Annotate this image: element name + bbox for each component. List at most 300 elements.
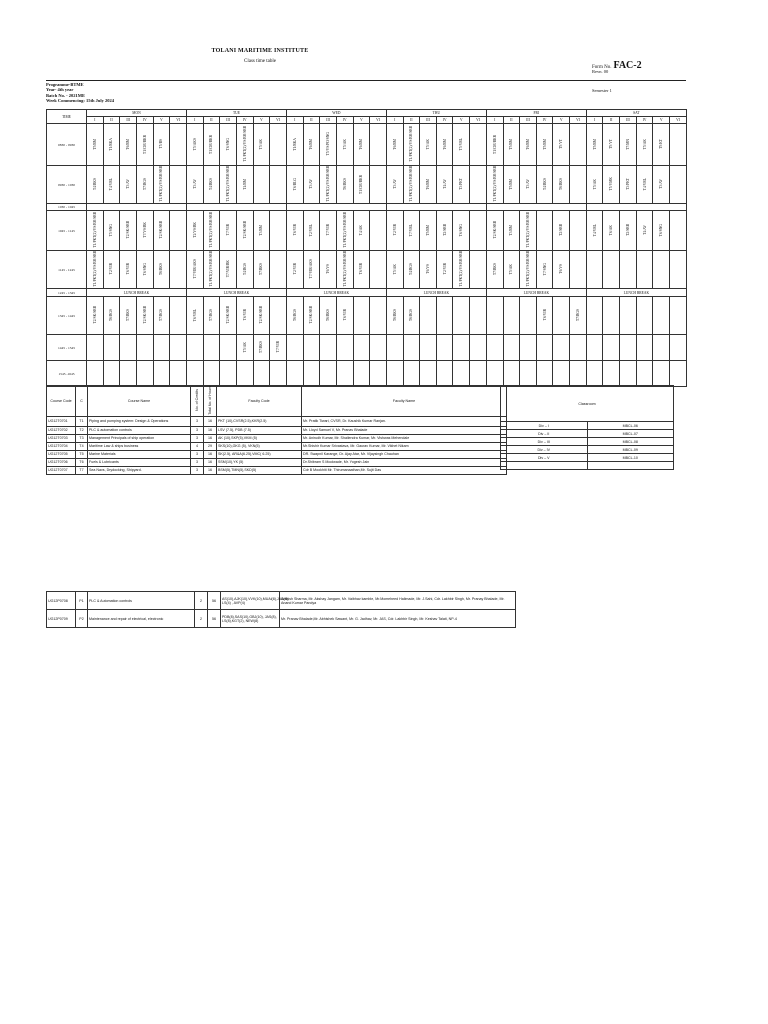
course-c: T5 — [76, 450, 88, 458]
timetable-cell — [153, 124, 170, 166]
session-label: T6/BM — [126, 138, 131, 150]
break-cell — [486, 204, 586, 211]
timetable-cell — [420, 361, 437, 387]
timetable-cell — [403, 166, 420, 204]
session-label: T4/VRL — [109, 177, 114, 191]
practical-row — [47, 592, 516, 610]
timetable-cell — [653, 124, 670, 166]
col-course-code: Course Code — [47, 386, 76, 417]
session-label: T2/SK/SRB — [226, 306, 231, 324]
division-header: IV — [636, 117, 653, 124]
session-label: T6/BM — [309, 138, 314, 150]
timetable-cell — [303, 166, 320, 204]
course-faculty-name: Mr.Shishir Kumar Srivastava, Mr. Gaurav Kumar, Mr. Vikhet Nikam — [302, 442, 507, 450]
session-label: T2/SRB — [442, 224, 447, 236]
session-label: T7/BGS — [575, 309, 580, 321]
timetable-cell — [586, 211, 603, 251]
timetable-cell — [536, 297, 553, 335]
timetable-cell — [170, 166, 187, 204]
break-cell — [386, 204, 486, 211]
session-label: T4/BGS — [409, 263, 414, 275]
session-label: T6/VIR — [242, 309, 247, 321]
timetable-cell — [570, 297, 587, 335]
timetable-cell — [403, 124, 420, 166]
timetable-cell — [520, 124, 537, 166]
timetable-cell — [353, 211, 370, 251]
timetable-cell — [636, 297, 653, 335]
week-commencing: Week Commencing: 15th July 2024 — [46, 98, 114, 104]
timetable-cell — [103, 335, 120, 361]
practical-hours: 56 — [208, 592, 221, 610]
timetable-cell — [203, 211, 220, 251]
timetable-cell — [103, 297, 120, 335]
session-label: T1/PKT(2)/VS/BH/SRB — [409, 126, 414, 162]
form-number-label: Form No. — [592, 65, 612, 70]
course-name: Piping and pumping system: Design & Operations — [88, 416, 191, 426]
timetable-cell — [203, 297, 220, 335]
room: MBCL-09 — [587, 446, 674, 454]
session-label: T6/BM — [359, 138, 364, 150]
course-c: T3 — [76, 434, 88, 442]
classroom-row — [501, 446, 674, 454]
timetable-cell — [420, 251, 437, 289]
session-label: T6/SNG — [142, 262, 147, 276]
division-header: II — [403, 117, 420, 124]
session-label: T1/PKT(2)/VS/BH/SRB — [92, 251, 97, 287]
session-label: T5/BM — [509, 138, 514, 150]
session-label: T7/MN — [625, 138, 630, 150]
session-label: T7/BGS — [159, 309, 164, 321]
timetable-cell — [203, 335, 220, 361]
session-label: T5/VMK — [609, 177, 614, 191]
timetable-cell — [253, 335, 270, 361]
session-label: T5/VT — [609, 139, 614, 149]
session-label: T6/VS — [426, 264, 430, 274]
session-label: T4/BGS — [242, 263, 247, 275]
session-label: T6/SNG — [459, 223, 464, 237]
timetable-cell — [553, 166, 570, 204]
session-label: T4/AK — [359, 224, 364, 236]
course-credits: 3 — [191, 458, 204, 466]
timetable-cell — [536, 211, 553, 251]
course-name: Maritime Law & ships business — [88, 442, 191, 450]
session-label: T5/AKS — [192, 137, 197, 151]
session-label: T7/VIR — [276, 341, 281, 353]
session-label: T2/VRL — [309, 223, 314, 237]
timetable-cell — [470, 297, 487, 335]
timetable-cell — [120, 297, 137, 335]
timetable-cell — [153, 335, 170, 361]
session-label: T6/BGS — [109, 309, 114, 321]
timetable-cell — [486, 166, 503, 204]
division: Div – II — [501, 430, 588, 438]
timetable-cell — [453, 251, 470, 289]
course-faculty-name: Mr. Lloyd Samuel V, Mr. Pranav Bhalade — [302, 426, 507, 434]
session-label: T2/VIR — [442, 263, 447, 275]
course-c: T2 — [76, 426, 88, 434]
timetable-cell — [153, 361, 170, 387]
timetable-cell — [670, 335, 687, 361]
timetable-cell — [370, 211, 387, 251]
timetable-cell — [453, 166, 470, 204]
division-header: III — [320, 117, 337, 124]
day-header: WED — [286, 110, 386, 117]
session-label: T5/VRL — [459, 137, 464, 151]
timetable-cell — [87, 166, 104, 204]
timetable-cell — [203, 124, 220, 166]
day-header: FRI — [486, 110, 586, 117]
session-label: T5/AK — [592, 178, 597, 190]
division-header: V — [353, 117, 370, 124]
course-code: UG12T0704 — [47, 442, 76, 450]
timetable-cell — [253, 251, 270, 289]
timetable-cell — [253, 361, 270, 387]
timetable-cell — [370, 251, 387, 289]
timetable-cell — [120, 124, 137, 166]
division: Div – IV — [501, 446, 588, 454]
timetable-cell — [103, 124, 120, 166]
timetable-cell — [186, 297, 203, 335]
timetable-cell — [503, 166, 520, 204]
timetable-cell — [620, 251, 637, 289]
timetable-cell — [436, 297, 453, 335]
session-label: T5/AK — [392, 263, 397, 275]
timetable-cell — [386, 297, 403, 335]
timetable-cell — [653, 211, 670, 251]
timetable-cell — [186, 166, 203, 204]
session-label: T4/VRL — [592, 223, 597, 237]
timetable-cell — [186, 124, 203, 166]
timetable-cell — [353, 297, 370, 335]
session-label: T4/BKS — [92, 178, 97, 190]
timetable-cell — [220, 211, 237, 251]
timetable-cell — [320, 335, 337, 361]
timetable-cell — [420, 166, 437, 204]
timetable-cell — [236, 211, 253, 251]
timetable-cell — [286, 211, 303, 251]
timetable-cell — [136, 335, 153, 361]
timetable-cell — [403, 211, 420, 251]
session-label: T7/VRL — [409, 223, 414, 237]
col-course-name: Course Name — [88, 386, 191, 417]
division-header: III — [620, 117, 637, 124]
session-label: T6/VS — [326, 264, 331, 274]
course-code: UG12T0706 — [47, 458, 76, 466]
timetable-cell — [653, 297, 670, 335]
session-label: T5/BM — [542, 138, 547, 150]
timeslot-row — [47, 124, 687, 166]
timetable-cell — [120, 211, 137, 251]
timetable-cell — [420, 297, 437, 335]
timetable-cell — [336, 251, 353, 289]
timetable — [46, 109, 687, 387]
timetable-cell — [87, 211, 104, 251]
session-label: T6/VIR — [342, 309, 347, 321]
session-label: T7/VIR — [226, 224, 231, 236]
classroom-row — [501, 438, 674, 446]
timetable-cell — [220, 361, 237, 387]
timetable-cell — [620, 335, 637, 361]
programme-info — [46, 82, 114, 104]
timetable-cell — [570, 124, 587, 166]
room — [587, 462, 674, 470]
session-label: T2/SK/SRB — [492, 221, 497, 239]
session-label: T6/VIR — [292, 224, 297, 236]
timeslot-row — [47, 297, 687, 335]
course-faculty-code: SK(2.5), AR&A(6.25),VMC( 6.25) — [217, 450, 302, 458]
session-label: T5/AK — [242, 341, 247, 353]
timetable-cell — [320, 251, 337, 289]
timetable-cell — [220, 124, 237, 166]
room: MBCL-08 — [587, 438, 674, 446]
timetable-cell — [320, 211, 337, 251]
timetable-cell — [386, 361, 403, 387]
timetable-cell — [603, 166, 620, 204]
session-label: T1/CM/BKR — [492, 134, 497, 154]
timetable-cell — [470, 211, 487, 251]
col-c: C — [76, 386, 88, 417]
timetable-cell — [370, 124, 387, 166]
timetable-cell — [420, 211, 437, 251]
timetable-cell — [136, 297, 153, 335]
timetable-cell — [453, 124, 470, 166]
timetable-cell — [136, 251, 153, 289]
timetable-cell — [403, 335, 420, 361]
session-label: T5/AK — [342, 138, 347, 150]
division-header: VI — [670, 117, 687, 124]
division-header: I — [586, 117, 603, 124]
timetable-cell — [353, 124, 370, 166]
timetable-cell — [586, 297, 603, 335]
course-faculty-code: PKT (10),CVSR(2.5),KKR(2.5) — [217, 416, 302, 426]
course-c: T7 — [76, 466, 88, 474]
timetable-cell — [470, 251, 487, 289]
session-label: T6/SNG — [226, 137, 231, 151]
session-label: T2/SRB — [625, 224, 630, 236]
timetable-cell — [370, 166, 387, 204]
division-header: III — [420, 117, 437, 124]
session-label: T5/AK — [509, 263, 514, 275]
course-name: PLC & automation controls — [88, 426, 191, 434]
classroom-row — [501, 422, 674, 430]
timetable-cell — [153, 211, 170, 251]
course-name: Marine Materials — [88, 450, 191, 458]
session-label: T6/BKS — [392, 309, 397, 321]
timetable-cell — [320, 361, 337, 387]
division-header: V — [153, 117, 170, 124]
session-label: T6/VIR — [126, 263, 131, 275]
course-hours: 16 — [204, 426, 217, 434]
session-label: T7/VIR/AKS — [192, 259, 197, 279]
session-label: T6/VIR — [542, 309, 547, 321]
timetable-cell — [386, 251, 403, 289]
session-label: T6/VIR — [359, 263, 364, 275]
timetable-cell — [503, 361, 520, 387]
time-slot: 0830 - 0930 — [47, 124, 87, 166]
timetable-cell — [670, 297, 687, 335]
room: MBCL-06 — [587, 422, 674, 430]
timetable-cell — [470, 166, 487, 204]
timetable-cell — [153, 251, 170, 289]
practical-faculty-name: Ambish Sharma, Mr. Akshay Jangam, Mr. Vaibhav kamble, Mr.Momeheed Halimade, Mr. J.Sahi, Cdr. Lakhbir Singh, Mr. Pranay Bhalade, Mr. Anand Kumar Pandya — [280, 592, 516, 610]
session-label: T2/SK/SRB — [259, 306, 264, 324]
timetable-cell — [420, 335, 437, 361]
course-code: UG12T0707 — [47, 466, 76, 474]
timetable-cell — [220, 297, 237, 335]
course-faculty-code: SKS(10),GKG (5), VKN(5) — [217, 442, 302, 450]
timetable-cell — [136, 211, 153, 251]
session-label: T4/BM — [242, 178, 247, 190]
timetable-cell — [170, 211, 187, 251]
timetable-cell — [553, 211, 570, 251]
institute-title: TOLANI MARITIME INSTITUTE — [211, 48, 309, 54]
timetable-cell — [636, 335, 653, 361]
session-label: T6/BKS — [326, 309, 331, 321]
practical-faculty-code: PDB(8),SAS(10),GBJ(10), JAS(8), LS(8),KGT(2), NEW(8) — [221, 610, 280, 628]
course-name: Management Principals of ship operation — [88, 434, 191, 442]
session-label: T5/VT — [559, 139, 564, 149]
day-header: MON — [87, 110, 187, 117]
division: Div – V — [501, 454, 588, 462]
timetable-cell — [286, 335, 303, 361]
timetable-cell — [336, 335, 353, 361]
division-header: I — [486, 117, 503, 124]
course-code: UG12T0701 — [47, 416, 76, 426]
timetable-cell — [436, 124, 453, 166]
course-faculty-code: BSM(5),TMN(5),SKD(5) — [217, 466, 302, 474]
time-slot: 1445 - 1545 — [47, 335, 87, 361]
timetable-cell — [570, 251, 587, 289]
division-header: III — [120, 117, 137, 124]
time-slot: 0930 - 1030 — [47, 166, 87, 204]
course-hours: 16 — [204, 466, 217, 474]
practical-credits: 2 — [195, 592, 208, 610]
practical-credits: 2 — [195, 610, 208, 628]
timetable-cell — [353, 251, 370, 289]
session-label: T6/BGS — [409, 309, 414, 321]
col-faculty-name: Faculty Name — [302, 386, 507, 417]
session-label: T2/VIR — [292, 263, 297, 275]
timetable-cell — [236, 251, 253, 289]
timetable-cell — [286, 166, 303, 204]
timetable-cell — [236, 297, 253, 335]
session-label: T1/PKT(2)/VS/BH/SRB — [492, 166, 497, 202]
division-header: II — [103, 117, 120, 124]
timetable-cell — [120, 361, 137, 387]
course-credits: 4 — [191, 442, 204, 450]
timetable-cell — [353, 166, 370, 204]
timetable-cell — [336, 297, 353, 335]
classroom-row-empty — [501, 462, 674, 470]
timetable-cell — [336, 211, 353, 251]
timetable-cell — [503, 211, 520, 251]
timetable-cell — [336, 361, 353, 387]
session-label: T7/BKS — [126, 309, 131, 321]
timetable-cell — [103, 251, 120, 289]
timetable-cell — [570, 361, 587, 387]
lunch-break: LUNCH BREAK — [286, 289, 386, 297]
col-credits: No. of Credits — [191, 386, 204, 417]
session-label: T6/BM — [525, 138, 530, 150]
division-header: I — [186, 117, 203, 124]
timetable-cell — [520, 251, 537, 289]
timetable-cell — [186, 361, 203, 387]
room: MBCL-07 — [587, 430, 674, 438]
timetable-cell — [87, 297, 104, 335]
session-label: T5/BM — [592, 138, 597, 150]
timetable-cell — [420, 124, 437, 166]
course-credits: 3 — [191, 416, 204, 426]
timetable-cell — [653, 251, 670, 289]
division-header: II — [303, 117, 320, 124]
course-credits: 3 — [191, 434, 204, 442]
session-label: T3/PKT — [625, 178, 630, 190]
session-label: T3/AV — [525, 179, 530, 189]
timetable-cell — [286, 124, 303, 166]
timetable-cell — [670, 124, 687, 166]
timetable-cell — [486, 335, 503, 361]
timetable-cell — [586, 361, 603, 387]
course-credits: 3 — [191, 466, 204, 474]
session-label: T7/SNG — [542, 262, 547, 276]
timetable-cell — [653, 335, 670, 361]
session-label: T3/AV — [192, 179, 197, 189]
timetable-cell — [620, 166, 637, 204]
timetable-cell — [186, 211, 203, 251]
course-credits: 3 — [191, 426, 204, 434]
course-row — [47, 426, 507, 434]
timetable-cell — [486, 297, 503, 335]
timetable-cell — [536, 124, 553, 166]
division-header: VI — [270, 117, 287, 124]
session-label: T1/PKT(2)/VS/BH/SRB — [342, 251, 347, 287]
year: Year- 4th year — [46, 87, 74, 93]
timetable-cell — [236, 124, 253, 166]
timetable-cell — [270, 166, 287, 204]
division-header: II — [503, 117, 520, 124]
session-label: T1/PKT(2)/VS/BH/SRB — [326, 166, 331, 202]
timetable-cell — [670, 211, 687, 251]
timeslot-row — [47, 204, 687, 211]
session-label: T1/PKT(2)/VS/BH/SRB — [409, 166, 414, 202]
timetable-cell — [670, 251, 687, 289]
timetable-cell — [270, 361, 287, 387]
session-label: T2/SK/SRB — [309, 306, 314, 324]
session-label: T5/BM — [426, 224, 430, 236]
timetable-cell — [636, 124, 653, 166]
break-cell — [586, 204, 686, 211]
timetable-cell — [453, 297, 470, 335]
timetable-cell — [153, 166, 170, 204]
timetable-cell — [186, 335, 203, 361]
break-cell — [286, 204, 386, 211]
session-label: T3/AV — [126, 179, 131, 189]
timetable-cell — [136, 124, 153, 166]
session-label: T2/SK/SRB — [126, 221, 131, 239]
batch: Batch No. - 2021ME — [46, 92, 85, 98]
timetable-cell — [453, 211, 470, 251]
course-faculty-code: SSM(10),YK (5) — [217, 458, 302, 466]
document-subtitle: Class time table — [244, 59, 276, 64]
course-row — [47, 416, 507, 426]
classroom-row — [501, 454, 674, 462]
session-label: T1/PKT(2)/VS/BH/SRB — [209, 212, 214, 248]
session-label: T7/BKS — [259, 341, 264, 353]
time-slot: 1345 - 1445 — [47, 297, 87, 335]
timetable-cell — [553, 297, 570, 335]
timetable-cell — [586, 335, 603, 361]
session-label: T1/CM/BKR — [209, 134, 214, 154]
